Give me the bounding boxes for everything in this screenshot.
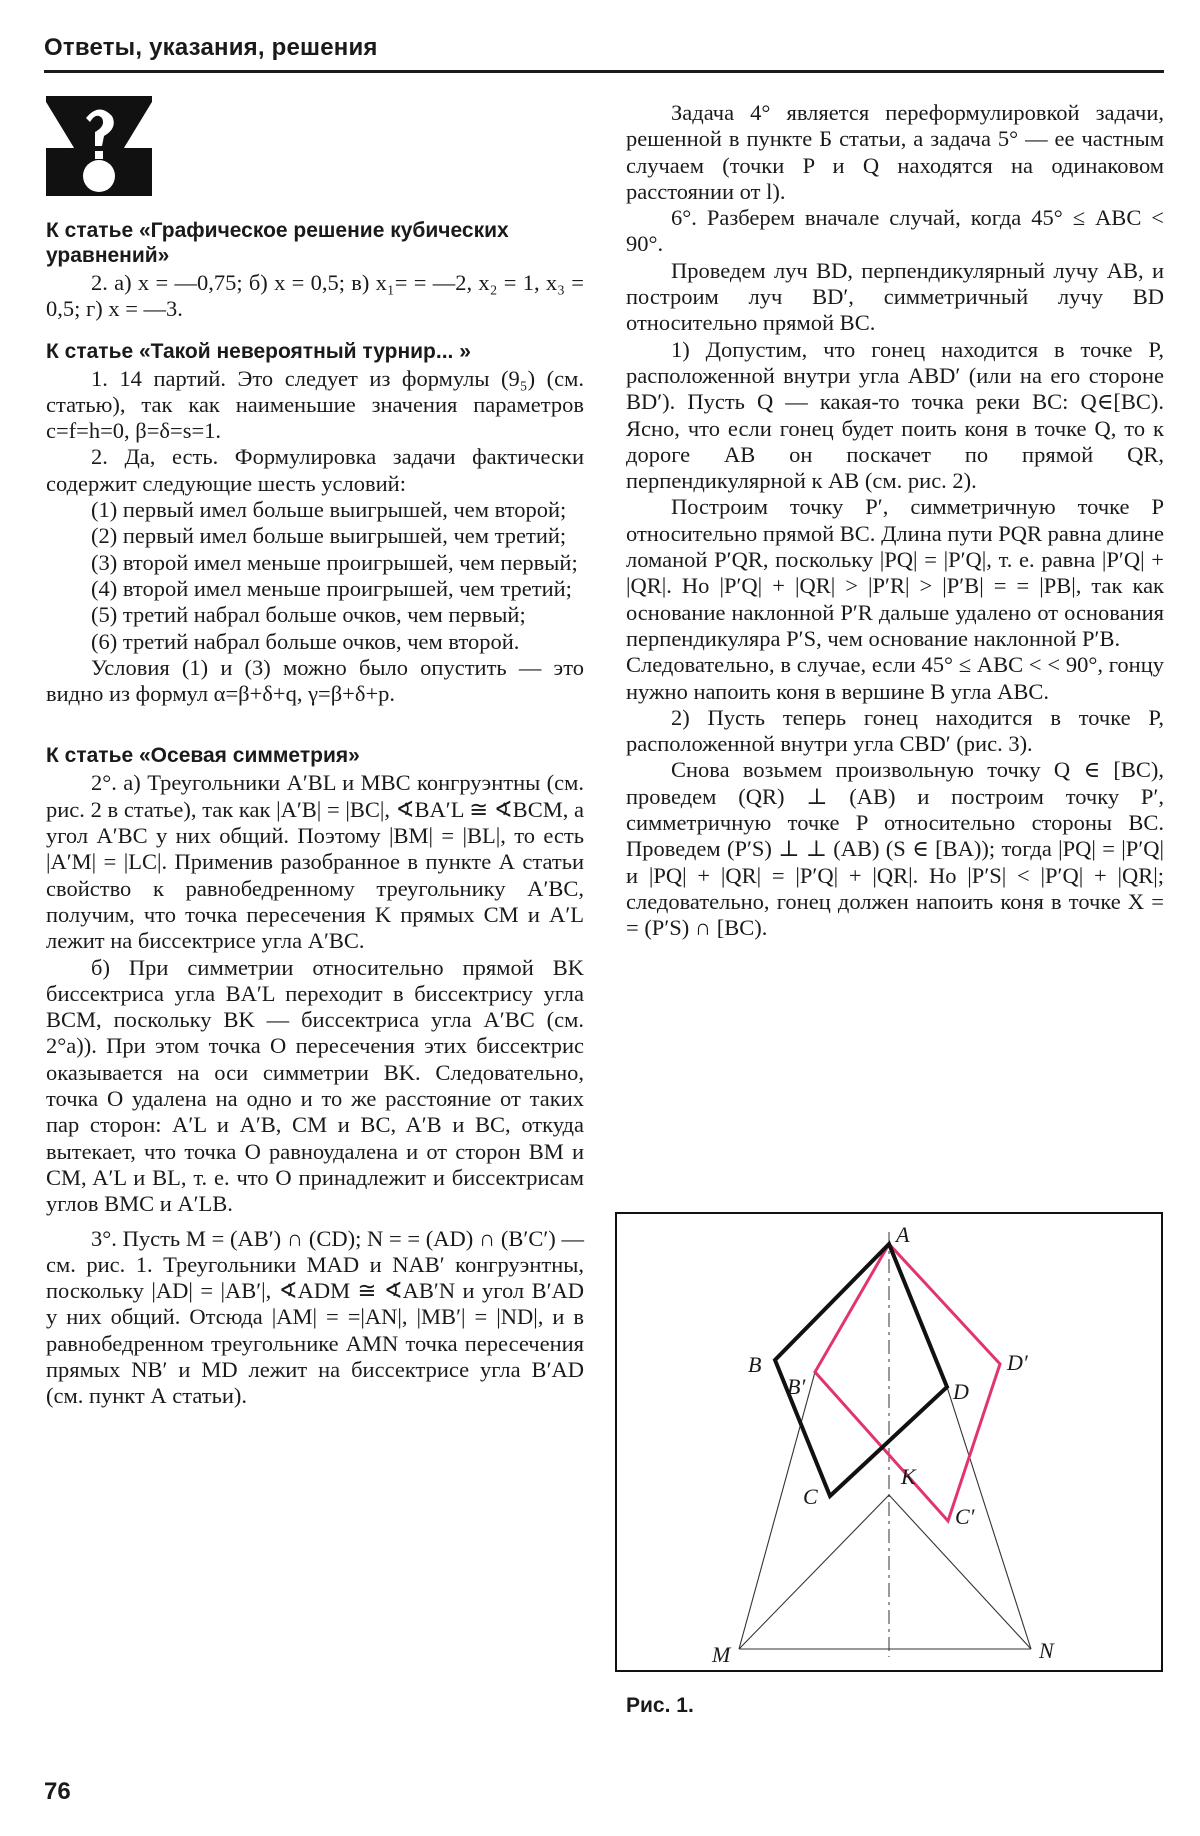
- figure-1-diagram: [615, 1212, 1163, 1672]
- condition-item: (6) третий набрал больше очков, чем второй.: [91, 628, 520, 654]
- condition-item: (2) первый имел больше выигрышей, чем третий;: [91, 523, 567, 549]
- figure-caption: Рис. 1.: [626, 1694, 694, 1717]
- right-column: [626, 100, 1164, 942]
- condition-item: (4) второй имел меньше проигрышей, чем третий;: [91, 575, 572, 601]
- figure-1: [615, 1212, 1163, 1672]
- section-title: К статье «Осевая симметрия»: [46, 744, 360, 768]
- label-K: K: [901, 1464, 916, 1489]
- label-D: D: [953, 1379, 969, 1404]
- paragraph: Проведем луч BD, перпендикулярный лучу AB, и построим луч BD′, симметричный лучу BD относительно прямой BC.: [626, 257, 1164, 336]
- paragraph: Условия (1) и (3) можно было опустить — это видно из формул α=β+δ+q, γ=β+δ+p.: [46, 654, 584, 707]
- segment-MB-prime: [739, 1372, 815, 1649]
- paragraph: б) При симметрии относительно прямой BK биссектриса угла BA′L переходит в биссектрису угла BCM, поскольку BK — биссектриса угла A′BC (см. 2°а)). При этом точка O пересечения этих биссектрис оказывается на оси симметрии BK. Следовательно, точка O удалена на одно и то же расстояние от таких пар сторон: A′L и A′B, CM и BC, A′B и BC, откуда вытекает, что точка O равноудалена и от сторон BM и CM, A′L и BL, т. е. что O принадлежит и биссектрисам углов BMC и A′LB.: [46, 954, 584, 1217]
- paragraph: 2. а) x = —0,75; б) x = 0,5; в) x₁= = —2, x₂ = 1, x₃ = 0,5; г) x = —3.: [46, 270, 584, 322]
- paragraph: 2. Да, есть. Формулировка задачи фактически содержит следующие шесть условий:: [46, 444, 584, 496]
- label-A: A: [896, 1222, 910, 1247]
- page-number: 76: [44, 1778, 71, 1805]
- paragraph: Снова возьмем произвольную точку Q ∈ [BC), проведем (QR) ⊥ (AB) и построим точку P′, симметричную точке P относительно стороны BC. Проведем (P′S) ⊥ ⊥ (AB) (S ∈ [BA)); тогда |PQ| = |P′Q| и |PQ| + |QR| = |P′Q| + |QR|. Но |P′S| < |P′Q| + |QR|; следовательно, гонец должен напоить коня в точке X = = (P′S) ∩ [BC).: [626, 757, 1164, 941]
- label-M: M: [712, 1642, 731, 1667]
- label-D-prime: D′: [1007, 1350, 1028, 1375]
- label-C-prime: C′: [955, 1504, 975, 1529]
- paragraph: Задача 4° является переформулировкой задачи, решенной в пункте Б статьи, а задача 5° — ее частным случаем (точки P и Q находятся на одинаковом расстоянии от l).: [626, 100, 1164, 204]
- condition-item: (5) третий набрал больше очков, чем первый;: [91, 602, 526, 628]
- label-B: B: [748, 1352, 762, 1377]
- segment-MK: [739, 1495, 889, 1649]
- header-rule: [44, 70, 1164, 73]
- paragraph: 1. 14 партий. Это следует из формулы (9₅) (см. статью), так как наименьшие значения параметров c=f=h=0, β=δ=s=1.: [46, 365, 584, 444]
- main-quadrilateral: [775, 1244, 947, 1496]
- label-C: C: [803, 1484, 818, 1509]
- section-title: К статье «Графическое решение кубических уравнений»: [46, 219, 509, 267]
- paragraph: 6°. Разберем вначале случай, когда 45° ≤ ABC < 90°.: [626, 205, 1164, 257]
- paragraph: 3°. Пусть M = (AB′) ∩ (CD); N = = (AD) ∩ (B′C′) — см. рис. 1. Треугольники MAD и NAB′ конгруэнтны, поскольку |AD| = |AB′|, ∢ADM ≅ ∢AB′N и угол B′AD у них общий. Отсюда |AM| = =|AN|, |MB′| = |ND|, и в равнобедренном треугольнике AMN точка пересечения прямых NB′ и MD лежит на биссектрисе угла B′AD (см. пункт А статьи).: [46, 1225, 584, 1409]
- paragraph: 2) Пусть теперь гонец находится в точке P, расположенной внутри угла CBD′ (рис. 3).: [626, 704, 1164, 757]
- section-title: К статье «Такой невероятный турнир... »: [46, 339, 471, 363]
- left-column: [46, 218, 584, 1410]
- label-N: N: [1039, 1638, 1054, 1663]
- condition-item: (1) первый имел больше выигрышей, чем второй;: [91, 497, 567, 523]
- thin-lines: [739, 1372, 1031, 1649]
- running-head: Ответы, указания, решения: [44, 34, 378, 61]
- paragraph: 1) Допустим, что гонец находится в точке P, расположенной внутри угла ABD′ (или на его стороне BD′). Пусть Q — какая-то точка реки BC: Q∈[BC). Ясно, что если гонец будет поить коня в точке Q, то к дороге AB он поскачет по прямой QR, перпендикулярной к AB (см. рис. 2).: [626, 336, 1164, 494]
- label-B-prime: B′: [787, 1374, 806, 1399]
- paragraph: 2°. а) Треугольники A′BL и MBC конгруэнтны (см. рис. 2 в статье), так как |A′B| = |BC|, ∢BA′L ≅ ∢BCM, а угол A′BC у них общий. Поэтому |BM| = |BL|, то есть |A′M| = |LC|. Применив разобранное в пункте А статьи свойство к равнобедренному треугольнику A′BC, получим, что точка пересечения K прямых CM и A′L лежит на биссектрисе угла A′BC.: [46, 770, 584, 954]
- question-mark-logo-icon: [46, 96, 152, 196]
- paragraph: Следовательно, в случае, если 45° ≤ ABC < < 90°, гонцу нужно напоить коня в вершине B угла ABC.: [626, 652, 1164, 704]
- paragraph: Построим точку P′, симметричную точке P относительно прямой BC. Длина пути PQR равна длине ломаной P′QR, поскольку |PQ| = |P′Q|, т. е. равна |P′Q| + |QR|. Но |P′Q| + |QR| > |P′R| > |P′B| = = |PB|, так как основание наклонной P′R дальше удалено от основания перпендикуляра P′S, чем основание наклонной P′B.: [626, 494, 1164, 651]
- condition-item: (3) второй имел меньше проигрышей, чем первый;: [91, 549, 578, 575]
